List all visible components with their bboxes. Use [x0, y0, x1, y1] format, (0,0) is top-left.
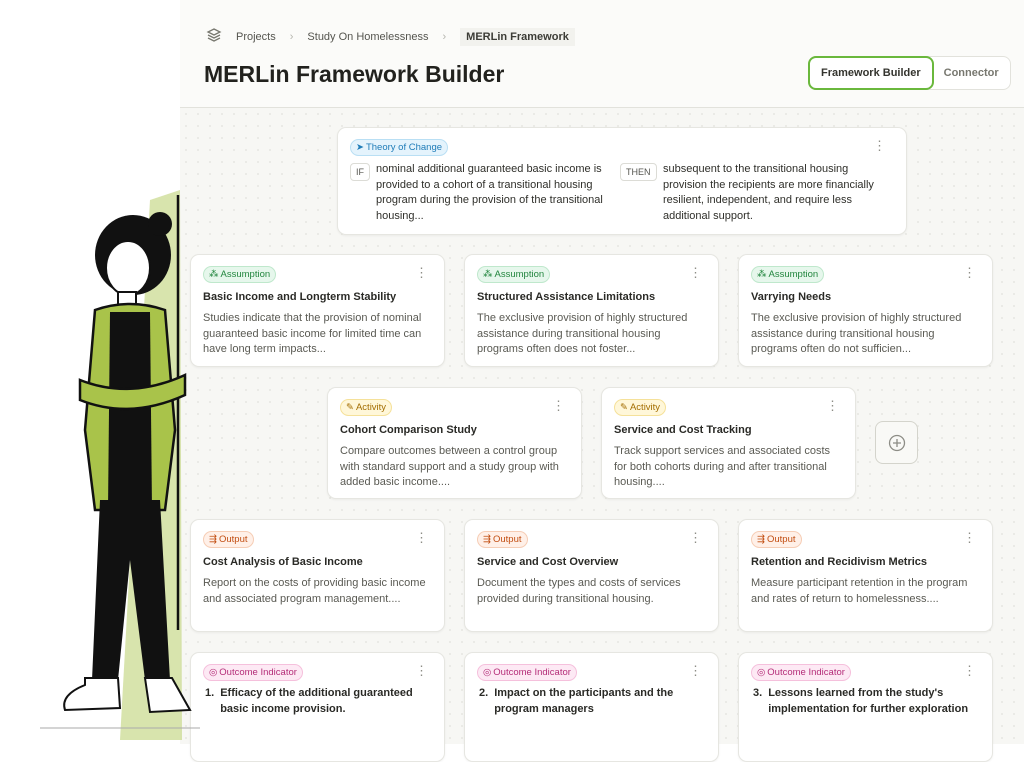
assumption-tag: [751, 266, 824, 283]
assumption-tag: [203, 266, 276, 283]
more-options-icon[interactable]: ⋮: [963, 265, 976, 280]
breadcrumb-projects[interactable]: Projects: [236, 30, 276, 43]
output-card[interactable]: [738, 519, 993, 632]
card-title: Service and Cost Overview: [477, 556, 619, 568]
more-options-icon[interactable]: ⋮: [873, 138, 886, 153]
chevron-right-icon: ›: [442, 30, 447, 43]
more-options-icon[interactable]: ⋮: [963, 530, 976, 545]
if-label: IF: [350, 163, 370, 181]
breadcrumb-study[interactable]: Study On Homelessness: [307, 30, 429, 43]
outcome-label: Lessons learned from the study's implementation for further exploration: [768, 687, 969, 715]
assumption-card[interactable]: [738, 254, 993, 367]
page-header: [180, 0, 1024, 108]
tag-label: Activity: [629, 402, 661, 413]
tag-label: Theory of Change: [365, 142, 443, 153]
activity-icon: ✎: [346, 402, 354, 413]
outcome-icon: ◎: [757, 667, 766, 678]
output-card[interactable]: [190, 519, 445, 632]
outcome-text: [479, 686, 700, 717]
chevron-right-icon: ›: [289, 30, 294, 43]
more-options-icon[interactable]: ⋮: [826, 398, 839, 413]
card-title: Retention and Recidivism Metrics: [751, 556, 928, 568]
card-description: Track support services and associated costs for both cohorts during and after transitional housing....: [614, 445, 831, 488]
outcome-number: 3.: [753, 687, 763, 699]
assumption-icon: ⁂: [483, 269, 493, 280]
then-text: subsequent to the transitional housing provision the recipients are more financially resilient, independent, and require less additional support.: [663, 163, 874, 222]
view-tabs: [808, 56, 1011, 90]
tag-label: Output: [218, 534, 248, 545]
tag-label: Outcome Indicator: [493, 667, 571, 678]
card-description: The exclusive provision of highly structured assistance during transitional housing programs often does not foster...: [477, 312, 688, 355]
assumption-icon: ⁂: [757, 269, 767, 280]
woman-illustration: [0, 180, 200, 744]
card-description: Compare outcomes between a control group with standard support and a study group with added basic income....: [340, 445, 559, 488]
tag-label: Output: [766, 534, 796, 545]
tag-label: Assumption: [494, 269, 545, 280]
theory-of-change-card[interactable]: [337, 127, 907, 235]
output-tag: [477, 531, 528, 548]
activity-tag: [340, 399, 392, 416]
tab-connector[interactable]: Connector: [943, 67, 999, 79]
more-options-icon[interactable]: ⋮: [415, 265, 428, 280]
send-icon: ➤: [356, 142, 364, 153]
card-description: Document the types and costs of services provided during transitional housing.: [477, 577, 681, 605]
plus-circle-icon: [888, 434, 906, 452]
outcome-icon: ◎: [483, 667, 492, 678]
if-text: nominal additional guaranteed basic income is provided to a cohort of a transitional housing program during the provision of the transitional housing...: [376, 163, 603, 222]
outcome-tag: [477, 664, 577, 681]
activity-card[interactable]: [327, 387, 582, 499]
card-title: Cohort Comparison Study: [340, 424, 477, 436]
more-options-icon[interactable]: ⋮: [689, 663, 702, 678]
card-title: Service and Cost Tracking: [614, 424, 752, 436]
theory-of-change-tag: [350, 139, 448, 156]
breadcrumb: [206, 27, 575, 46]
assumption-card[interactable]: [190, 254, 445, 367]
more-options-icon[interactable]: ⋮: [689, 265, 702, 280]
outcome-text: [205, 686, 426, 717]
tab-framework-builder[interactable]: Framework Builder: [808, 56, 934, 90]
output-icon: ⇶: [757, 534, 765, 545]
output-card[interactable]: [464, 519, 719, 632]
output-icon: ⇶: [483, 534, 491, 545]
card-title: Cost Analysis of Basic Income: [203, 556, 363, 568]
outcome-tag: [203, 664, 303, 681]
more-options-icon[interactable]: ⋮: [415, 530, 428, 545]
card-description: Report on the costs of providing basic income and associated program management....: [203, 577, 426, 605]
outcome-card[interactable]: [190, 652, 445, 762]
more-options-icon[interactable]: ⋮: [415, 663, 428, 678]
tag-label: Outcome Indicator: [767, 667, 845, 678]
then-label: THEN: [620, 163, 657, 181]
assumption-tag: [477, 266, 550, 283]
assumption-icon: ⁂: [209, 269, 219, 280]
tag-label: Assumption: [220, 269, 271, 280]
tag-label: Outcome Indicator: [219, 667, 297, 678]
card-title: Basic Income and Longterm Stability: [203, 291, 397, 303]
outcome-card[interactable]: [738, 652, 993, 762]
outcome-text: [753, 686, 974, 717]
layers-icon[interactable]: [206, 27, 222, 46]
activity-tag: [614, 399, 666, 416]
output-tag: [203, 531, 254, 548]
card-description: Measure participant retention in the program and rates of return to homelessness....: [751, 577, 968, 605]
card-title: Structured Assistance Limitations: [477, 291, 656, 303]
activity-icon: ✎: [620, 402, 628, 413]
output-tag: [751, 531, 802, 548]
page-title: MERLin Framework Builder: [204, 61, 505, 87]
outcome-tag: [751, 664, 851, 681]
outcome-icon: ◎: [209, 667, 218, 678]
output-icon: ⇶: [209, 534, 217, 545]
activity-card[interactable]: [601, 387, 856, 499]
outcome-number: 2.: [479, 687, 489, 699]
assumption-card[interactable]: [464, 254, 719, 367]
tag-label: Assumption: [768, 269, 819, 280]
tag-label: Output: [492, 534, 522, 545]
card-description: The exclusive provision of highly structured assistance during transitional housing programs often do not sufficien...: [751, 312, 962, 355]
framework-app: [180, 0, 1024, 744]
more-options-icon[interactable]: ⋮: [963, 663, 976, 678]
card-title: Varrying Needs: [751, 291, 832, 303]
tag-label: Activity: [355, 402, 387, 413]
card-description: Studies indicate that the provision of nominal guaranteed basic income for limited time can have long term impacts...: [203, 312, 422, 355]
outcome-card[interactable]: [464, 652, 719, 762]
outcome-label: Impact on the participants and the program managers: [494, 687, 674, 715]
add-activity-button[interactable]: [875, 421, 918, 464]
more-options-icon[interactable]: ⋮: [552, 398, 565, 413]
more-options-icon[interactable]: ⋮: [689, 530, 702, 545]
outcome-number: 1.: [205, 687, 215, 699]
outcome-label: Efficacy of the additional guaranteed basic income provision.: [220, 687, 413, 715]
breadcrumb-current: MERLin Framework: [460, 28, 575, 46]
